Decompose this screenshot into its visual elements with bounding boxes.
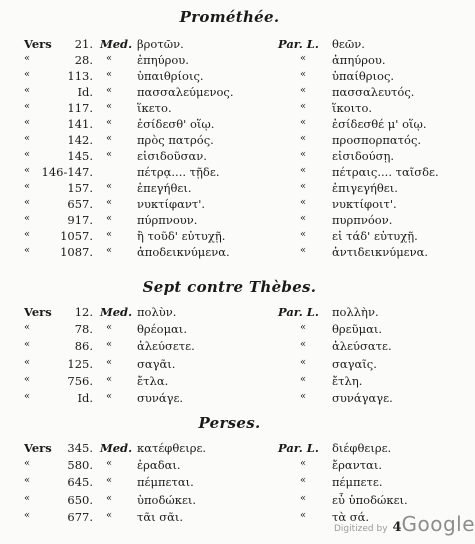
paris-reading: ἐσίδεσθέ μ' οἵῳ. xyxy=(332,117,427,131)
verse-label: Vers xyxy=(24,441,52,455)
paris-label: « xyxy=(300,117,307,128)
medicean-reading: ἵκετο. xyxy=(137,101,172,115)
verse-label: « xyxy=(24,229,31,240)
paris-label: Par. L. xyxy=(278,305,319,319)
medicean-label: Med. xyxy=(100,37,133,51)
medicean-reading: πασσαλεύμενος. xyxy=(137,85,234,99)
paris-reading: ἔτλη. xyxy=(332,373,363,388)
paris-reading: ἐπιγεγήθει. xyxy=(332,181,398,195)
medicean-reading: πρὸς πατρός. xyxy=(137,133,214,147)
medicean-label: « xyxy=(105,356,113,368)
paris-reading: εἰσιδούσῃ. xyxy=(332,149,395,163)
entry-row xyxy=(0,458,459,475)
verse-label: Vers xyxy=(24,305,52,319)
verse-number: 1087. xyxy=(60,245,93,259)
paris-reading: ἔρανται. xyxy=(332,458,382,473)
verse-label: « xyxy=(24,133,31,144)
paris-reading: εὖ ὑποδώκει. xyxy=(332,492,408,507)
verse-number: Id. xyxy=(77,391,93,405)
verse-label: « xyxy=(24,356,31,368)
medicean-reading: τᾶι σᾶι. xyxy=(137,509,184,524)
entry-row xyxy=(0,165,459,182)
medicean-reading: ἐραδαι. xyxy=(137,458,181,473)
paris-label: « xyxy=(300,492,307,504)
medicean-label: « xyxy=(105,133,113,144)
paris-reading: εἰ τάδ' εὐτυχῇ. xyxy=(332,229,418,243)
paris-reading: ἀντιδεικνύμενα. xyxy=(332,245,429,259)
google-logo-text: Google xyxy=(401,512,475,536)
section-title-perses: Perses. xyxy=(198,414,261,432)
entry-row xyxy=(0,391,459,408)
verse-number: 917. xyxy=(67,213,93,227)
paris-label: « xyxy=(300,339,307,351)
entry-row xyxy=(0,85,459,102)
paris-reading: σαγαῖς. xyxy=(332,356,377,371)
entry-row xyxy=(0,213,459,230)
verse-label: « xyxy=(24,69,31,80)
medicean-label: « xyxy=(105,509,113,521)
paris-reading: ἵκοιτο. xyxy=(332,101,373,115)
verse-number: 645. xyxy=(67,475,93,490)
paris-label: « xyxy=(300,213,307,224)
paris-label: « xyxy=(300,149,307,160)
verse-label: « xyxy=(24,245,31,256)
entry-row xyxy=(0,305,459,322)
verse-label: « xyxy=(24,391,31,402)
verse-number: 142. xyxy=(67,133,93,147)
paris-label: « xyxy=(300,85,307,96)
paris-label: Par. L. xyxy=(278,37,319,51)
medicean-reading: ἀποδεικνύμενα. xyxy=(137,245,230,259)
medicean-reading: ἀλεύσετε. xyxy=(137,339,195,354)
entry-row xyxy=(0,245,459,262)
medicean-reading: κατέφθειρε. xyxy=(137,441,207,455)
medicean-reading: πολὺν. xyxy=(137,305,177,319)
medicean-reading: ἐσίδεσθ' οἵῳ. xyxy=(137,117,215,131)
medicean-reading: ὑποδώκει. xyxy=(137,492,197,507)
medicean-label: « xyxy=(105,458,113,470)
verse-number: 1057. xyxy=(60,229,93,243)
paris-label: « xyxy=(300,197,307,208)
verse-label: « xyxy=(24,339,31,351)
entry-row xyxy=(0,37,459,54)
entry-row xyxy=(0,133,459,150)
medicean-label: « xyxy=(105,85,113,96)
paris-label: « xyxy=(300,181,307,192)
entry-row xyxy=(0,374,459,391)
verse-number: 141. xyxy=(67,117,93,131)
medicean-label: « xyxy=(105,149,113,160)
medicean-reading: συνάγε. xyxy=(137,391,184,405)
medicean-label: « xyxy=(105,197,113,208)
entry-row xyxy=(0,69,459,86)
medicean-reading: νυκτίφαντ'. xyxy=(137,197,206,211)
verse-number: 21. xyxy=(74,37,93,51)
verse-number: 756. xyxy=(67,373,93,388)
paris-reading: νυκτίφοιτ'. xyxy=(332,197,397,211)
paris-label: « xyxy=(300,356,307,368)
medicean-reading: βροτῶν. xyxy=(137,37,184,51)
medicean-reading: πέμπεται. xyxy=(137,475,194,490)
verse-number: 145. xyxy=(67,149,93,163)
paris-label: « xyxy=(300,101,307,112)
medicean-label: « xyxy=(105,181,113,192)
medicean-label: « xyxy=(105,69,113,80)
entry-row xyxy=(0,149,459,166)
verse-number: 117. xyxy=(67,101,93,115)
entry-row xyxy=(0,322,459,339)
medicean-reading: ἐπηύρου. xyxy=(137,53,189,67)
medicean-label: « xyxy=(105,322,113,334)
paris-reading: ὑπαίθριος. xyxy=(332,69,395,83)
paris-label: « xyxy=(300,475,307,487)
paris-reading: πολλὴν. xyxy=(332,305,379,319)
verse-label: « xyxy=(24,373,31,385)
verse-number: 345. xyxy=(67,441,93,455)
section-title-sept-contre-thebes: Sept contre Thèbes. xyxy=(142,278,317,296)
paris-reading: ἀπηύρου. xyxy=(332,53,386,67)
medicean-label: « xyxy=(105,53,113,64)
digitized-by-text: Digitized by xyxy=(334,524,388,534)
verse-label: « xyxy=(24,475,31,487)
medicean-label: « xyxy=(105,475,113,487)
medicean-label: « xyxy=(105,339,113,351)
verse-number: Id. xyxy=(77,85,93,99)
entry-row xyxy=(0,229,459,246)
paris-reading: πασσαλευτός. xyxy=(332,85,415,99)
entry-row xyxy=(0,493,459,510)
medicean-reading: ὑπαιθρίοις. xyxy=(137,69,204,83)
entry-row xyxy=(0,197,459,214)
entry-row xyxy=(0,101,459,118)
verse-label: « xyxy=(24,85,31,96)
medicean-reading: ἐπεγήθει. xyxy=(137,181,192,195)
paris-reading: ἀλεύσατε. xyxy=(332,339,392,354)
verse-label: « xyxy=(24,101,31,112)
medicean-label: « xyxy=(105,117,113,128)
verse-number: 146-147. xyxy=(41,165,93,179)
verse-label: « xyxy=(24,197,31,208)
paris-reading: πέτραις.... ταῖσδε. xyxy=(332,165,439,179)
medicean-reading: θρέομαι. xyxy=(137,322,187,337)
verse-number: 28. xyxy=(74,53,93,67)
paris-label: « xyxy=(300,53,307,64)
page-mark: 4 xyxy=(392,520,402,535)
verse-label: « xyxy=(24,165,31,176)
paris-reading: διέφθειρε. xyxy=(332,441,392,455)
paris-label: « xyxy=(300,229,307,240)
entry-row xyxy=(0,181,459,198)
paris-label: Par. L. xyxy=(278,441,319,455)
verse-label: Vers xyxy=(24,37,52,51)
verse-number: 86. xyxy=(74,339,93,354)
verse-label: « xyxy=(24,213,31,224)
paris-label: « xyxy=(300,391,307,402)
medicean-label: « xyxy=(105,213,113,224)
verse-label: « xyxy=(24,149,31,160)
paris-reading: πυρπνόον. xyxy=(332,213,393,227)
paris-label: « xyxy=(300,373,307,385)
paris-reading: θρεῦμαι. xyxy=(332,322,383,337)
verse-label: « xyxy=(24,458,31,470)
medicean-label: « xyxy=(105,391,113,402)
medicean-reading: πέτρᾳ.... τῇδε. xyxy=(137,165,220,179)
verse-number: 157. xyxy=(67,181,93,195)
section-title-promethee: Prométhée. xyxy=(179,8,280,26)
paris-reading: προσπορπατός. xyxy=(332,133,422,147)
medicean-label: « xyxy=(105,492,113,504)
paris-label: « xyxy=(300,509,307,521)
paris-label: « xyxy=(300,322,307,334)
medicean-label: « xyxy=(105,229,113,240)
medicean-reading: ἢ τοῦδ' εὐτυχῇ. xyxy=(137,229,226,243)
medicean-reading: πύρπνουν. xyxy=(137,213,198,227)
medicean-label: « xyxy=(105,373,113,385)
entry-row xyxy=(0,357,459,374)
medicean-label: « xyxy=(105,245,113,256)
verse-number: 677. xyxy=(67,509,93,524)
verse-number: 78. xyxy=(74,322,93,337)
entry-row xyxy=(0,339,459,356)
paris-label: « xyxy=(300,133,307,144)
verse-label: « xyxy=(24,181,31,192)
paris-reading: θεῶν. xyxy=(332,37,365,51)
medicean-label: Med. xyxy=(100,441,133,455)
entry-row xyxy=(0,441,459,458)
paris-label: « xyxy=(300,458,307,470)
paris-label: « xyxy=(300,69,307,80)
verse-number: 580. xyxy=(67,458,93,473)
verse-number: 657. xyxy=(67,197,93,211)
verse-number: 650. xyxy=(67,492,93,507)
paris-reading: συνάγαγε. xyxy=(332,391,393,405)
digitized-watermark xyxy=(332,509,475,536)
paris-label: « xyxy=(300,245,307,256)
verse-label: « xyxy=(24,53,31,64)
verse-number: 12. xyxy=(74,305,93,319)
entry-row xyxy=(0,53,459,70)
verse-number: 113. xyxy=(67,69,93,83)
entry-row xyxy=(0,475,459,492)
medicean-reading: εἰσιδοῦσαν. xyxy=(137,149,207,163)
verse-label: « xyxy=(24,492,31,504)
verse-label: « xyxy=(24,117,31,128)
medicean-label: Med. xyxy=(100,305,133,319)
verse-label: « xyxy=(24,509,31,521)
verse-number: 125. xyxy=(67,356,93,371)
paris-reading: τὰ σά. xyxy=(332,509,370,524)
medicean-reading: σαγᾶι. xyxy=(137,356,176,371)
paris-label: « xyxy=(300,165,307,176)
medicean-label: « xyxy=(105,101,113,112)
entry-row xyxy=(0,117,459,134)
verse-label: « xyxy=(24,322,31,334)
paris-reading: πέμπετε. xyxy=(332,475,383,490)
medicean-reading: ἔτλα. xyxy=(137,373,169,388)
